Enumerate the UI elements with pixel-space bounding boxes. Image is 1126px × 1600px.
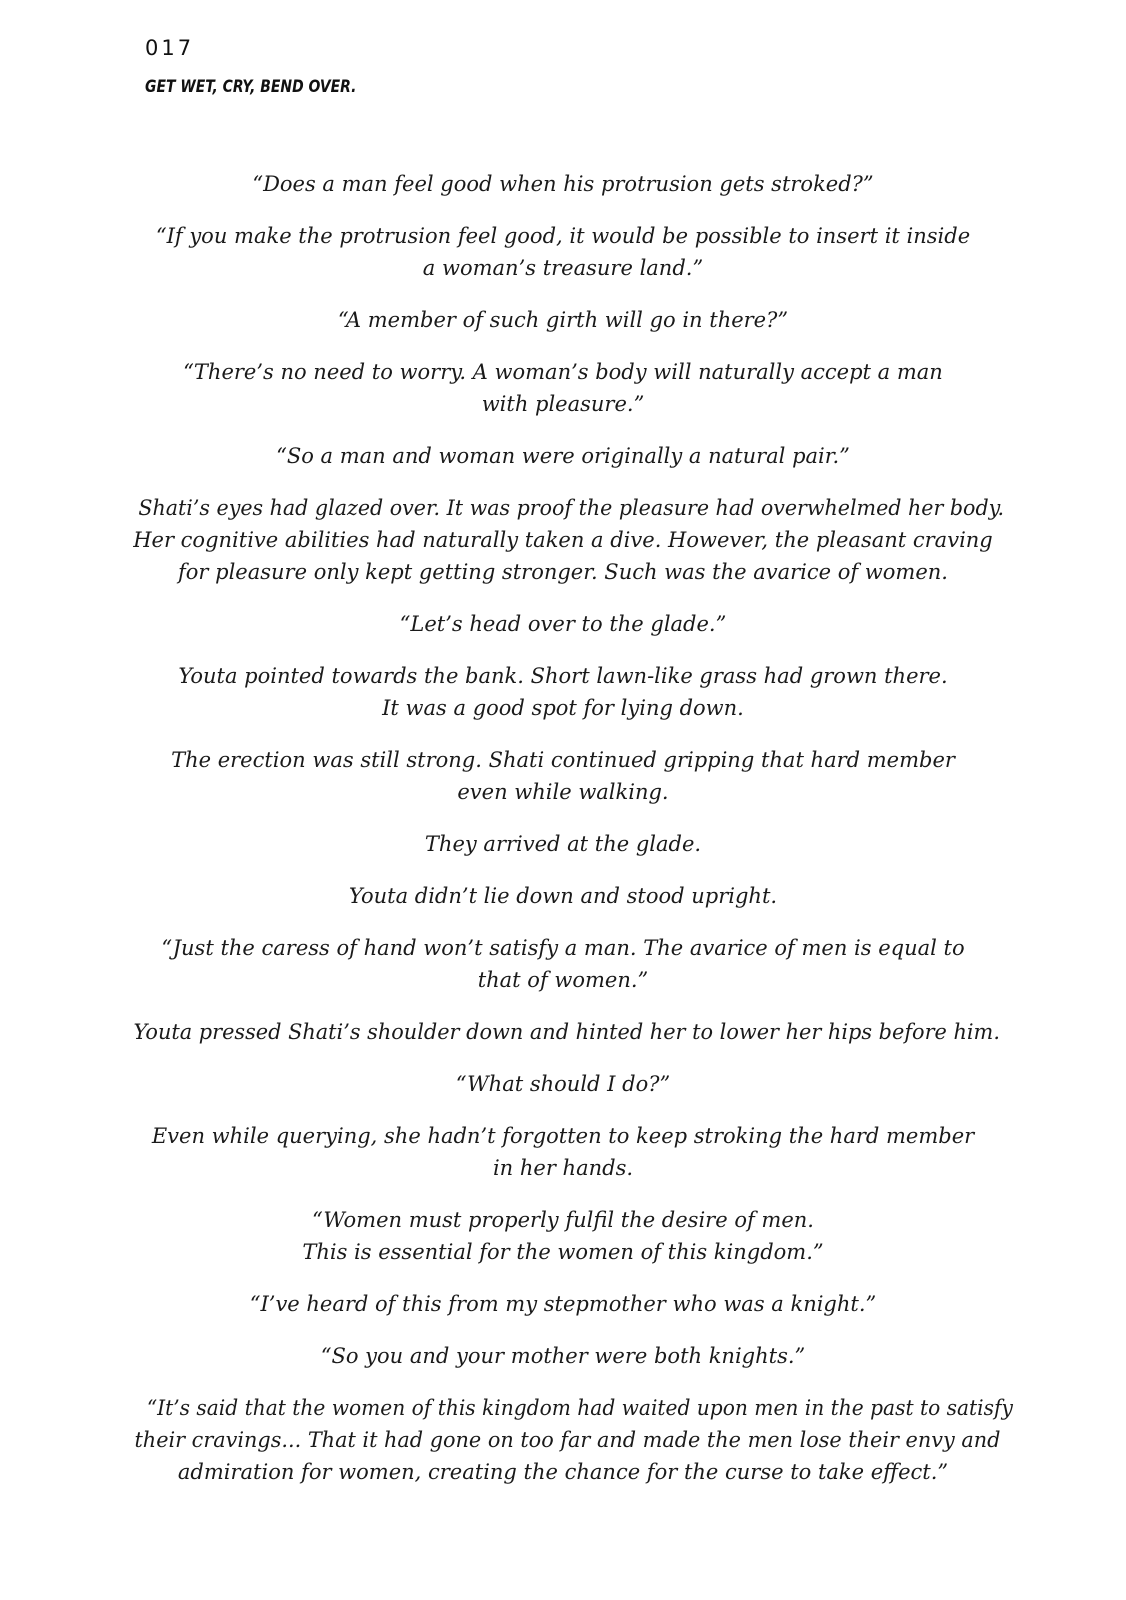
text-line: It was a good spot for lying down. [382,696,744,720]
paragraph [130,492,1005,588]
text-line: “So a man and woman were originally a natural pair.” [276,444,850,468]
text-line: “What should I do?” [455,1072,671,1096]
paragraph [130,880,996,912]
chapter-title: GET WET, CRY, BEND OVER. [145,77,357,97]
page-number: 017 [145,36,195,60]
text-line: Youta pressed Shati’s shoulder down and hinted her to lower her hips before him. [133,1020,1000,1044]
paragraph [130,828,996,860]
paragraph [130,1068,996,1100]
text-line: a woman’s treasure land.” [422,256,704,280]
text-line: “Women must properly fulfil the desire of men. [312,1208,814,1232]
text-line: “Let’s head over to the glade.” [399,612,727,636]
text-line: “There’s no need to worry. A woman’s body will naturally accept a man [183,360,943,384]
paragraph [130,660,996,724]
paragraph [130,356,996,420]
paragraph [130,304,996,336]
paragraph [130,1120,996,1184]
text-line: for pleasure only kept getting stronger. Such was the avarice of women. [178,560,948,584]
text-line: “If you make the protrusion feel good, it would be possible to insert it inside [155,224,971,248]
text-line: This is essential for the women of this kingdom.” [302,1240,824,1264]
text-line: “A member of such girth will go in there?” [337,308,789,332]
text-line: in her hands. [492,1156,634,1180]
text-line: Shati’s eyes had glazed over. It was proof the pleasure had overwhelmed her body. [138,496,1005,520]
paragraph [130,440,996,472]
text-line: “Just the caress of hand won’t satisfy a man. The avarice of men is equal to [161,936,965,960]
paragraph [130,1204,996,1268]
body-text [130,168,1013,1508]
text-line: “It’s said that the women of this kingdom had waited upon men in the past to satisfy [146,1396,1013,1420]
text-line: with pleasure.” [481,392,645,416]
text-line: “So you and your mother were both knights.” [320,1344,806,1368]
paragraph [130,1340,996,1372]
text-line: Youta didn’t lie down and stood upright. [348,884,778,908]
text-line: They arrived at the glade. [424,832,702,856]
paragraph [130,1288,996,1320]
text-line: that of women.” [477,968,649,992]
text-line: The erection was still strong. Shati continued gripping that hard member [171,748,955,772]
text-line: Her cognitive abilities had naturally taken a dive. However, the pleasant craving [133,528,993,552]
text-line: admiration for women, creating the chance for the curse to take effect.” [177,1460,949,1484]
text-line: even while walking. [457,780,669,804]
paragraph [130,744,996,808]
paragraph [130,932,996,996]
text-line: their cravings... That it had gone on too far and made the men lose their envy and [134,1428,1001,1452]
text-line: “Does a man feel good when his protrusion gets stroked?” [252,172,874,196]
paragraph [130,220,996,284]
paragraph [130,608,996,640]
text-line: Even while querying, she hadn’t forgotten to keep stroking the hard member [151,1124,975,1148]
paragraph [130,168,996,200]
text-line: Youta pointed towards the bank. Short lawn-like grass had grown there. [178,664,948,688]
paragraph [130,1016,1000,1048]
text-line: “I’ve heard of this from my stepmother who was a knight.” [249,1292,877,1316]
paragraph [130,1392,1013,1488]
